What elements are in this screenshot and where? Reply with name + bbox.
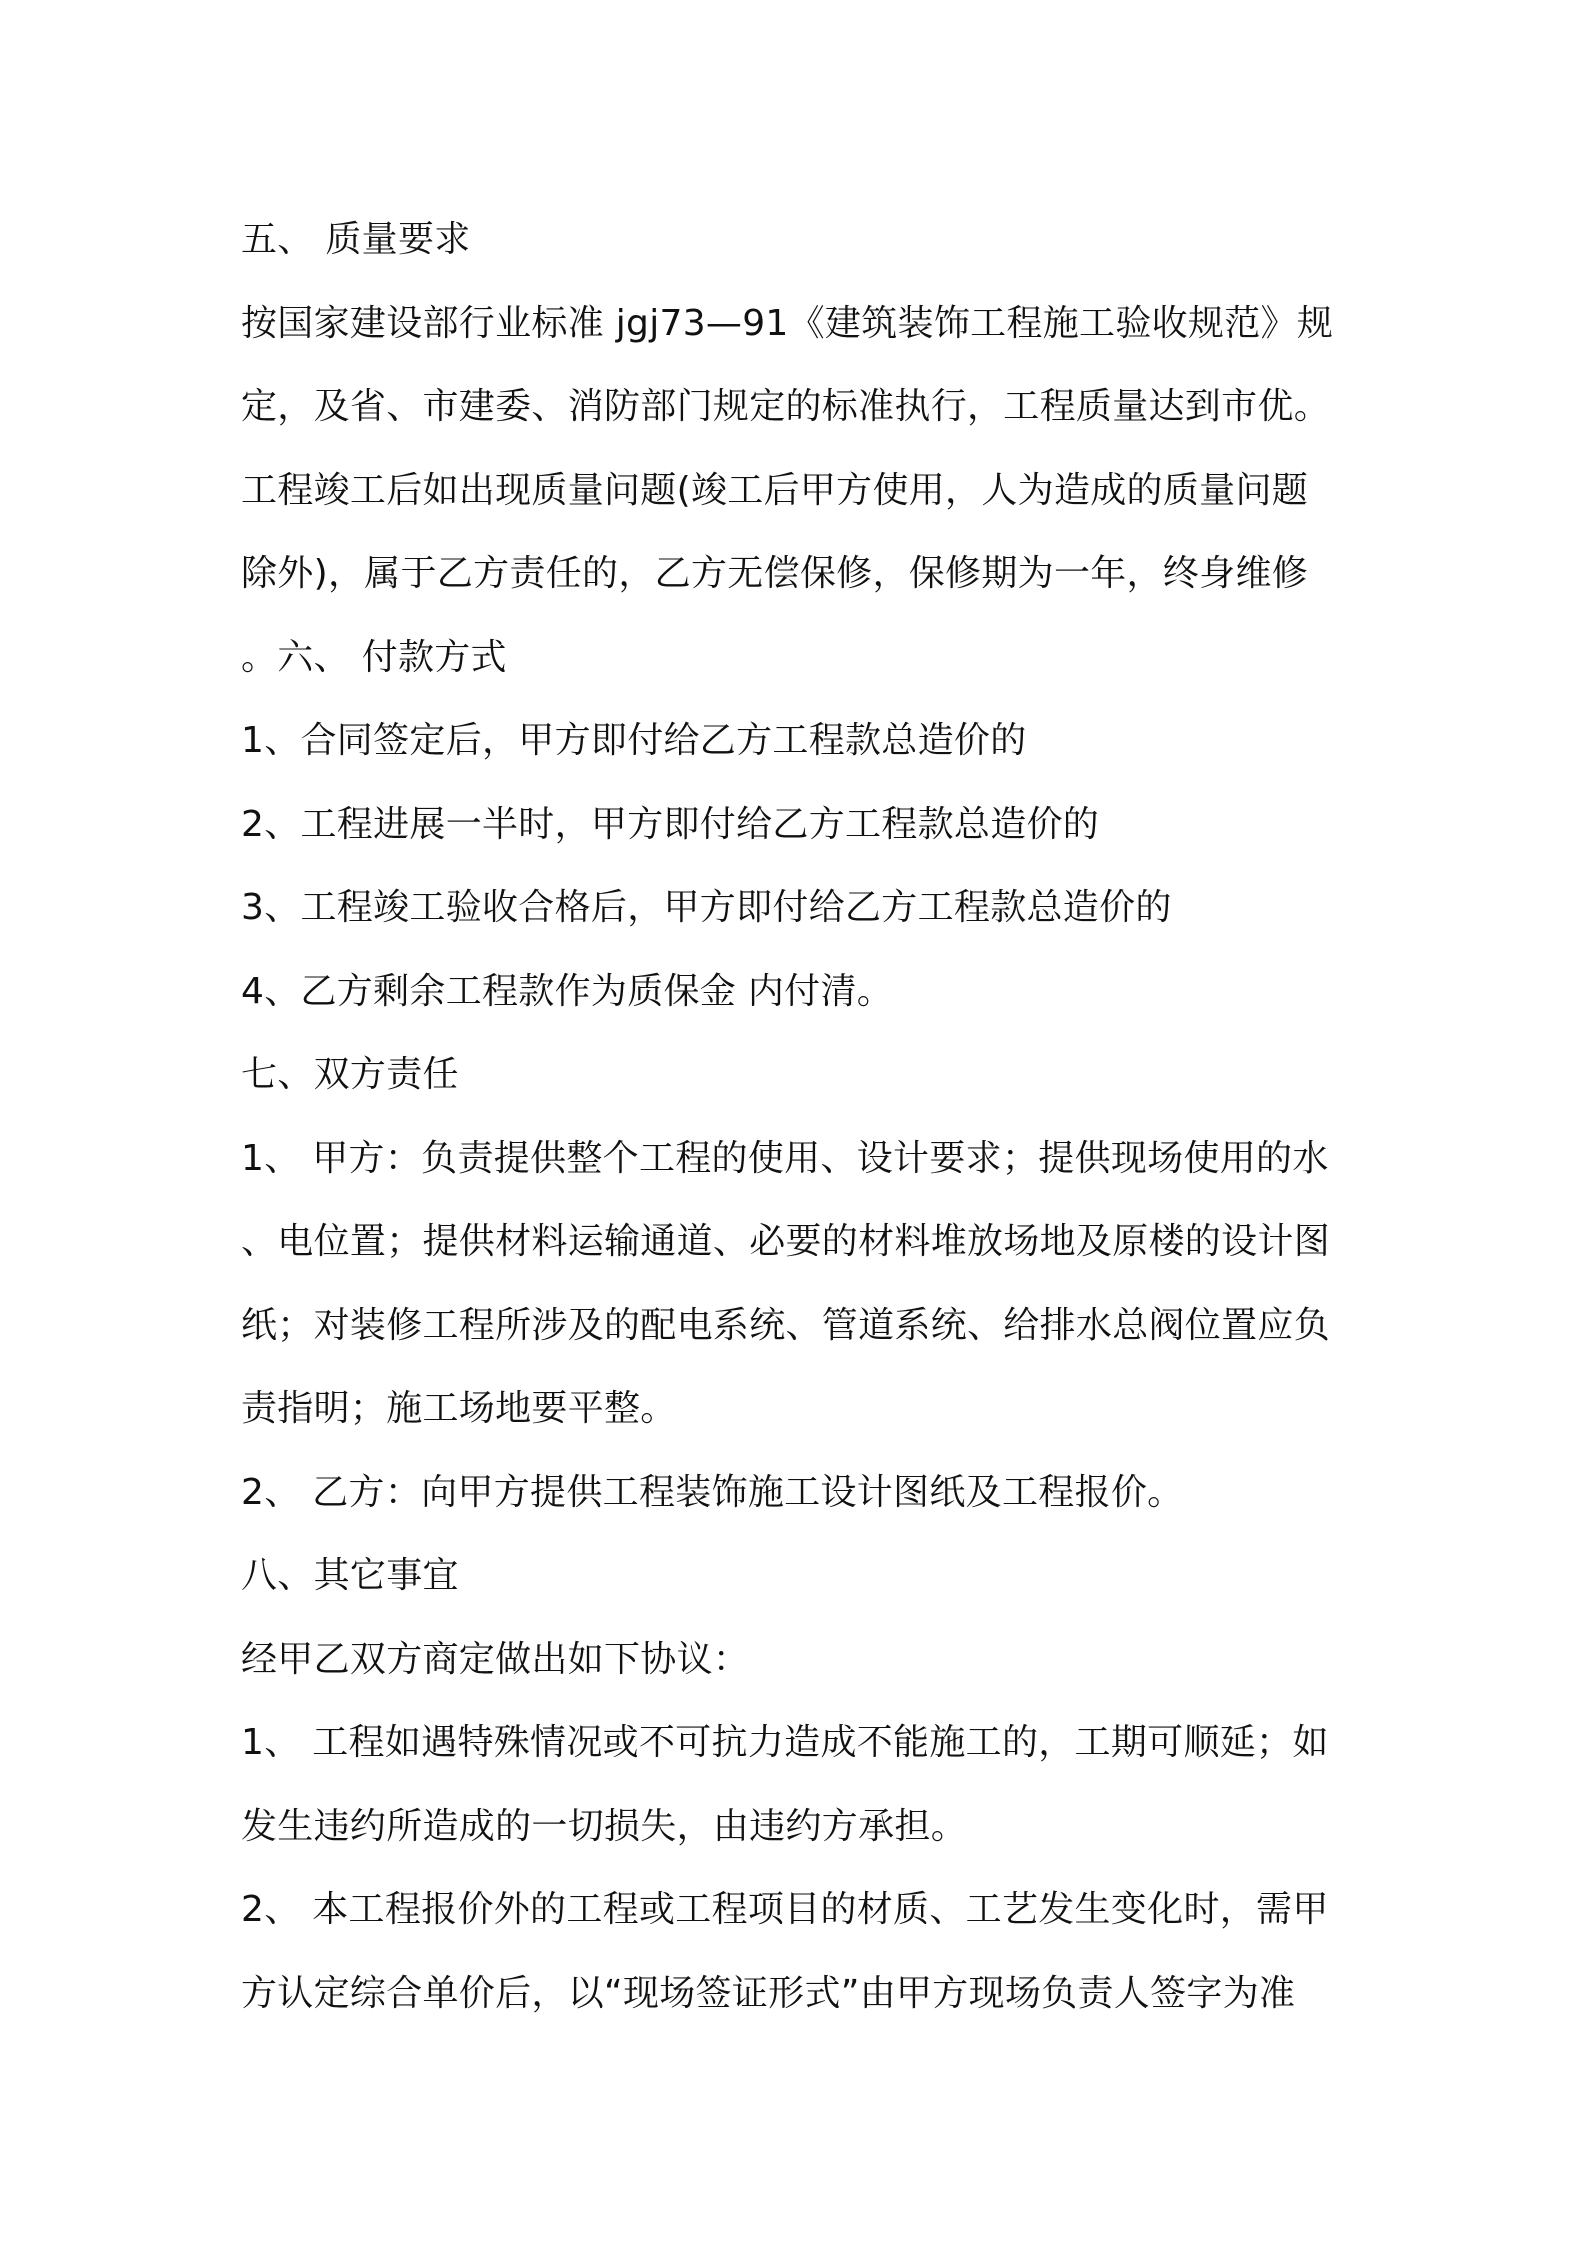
list-item: 1、合同签定后，甲方即付给乙方工程款总造价的 <box>241 720 1027 761</box>
section-heading-payment: 。六、 付款方式 <box>241 636 507 678</box>
text-line: 除外)，属于乙方责任的，乙方无偿保修，保修期为一年，终身维修 <box>241 553 1309 594</box>
text-line: 按国家建设部行业标准 jgj73—91《建筑装饰工程施工验收规范》规 <box>241 302 1334 344</box>
list-item: 3、工程竣工验收合格后，甲方即付给乙方工程款总造价的 <box>241 887 1172 928</box>
list-item: 2、 乙方：向甲方提供工程装饰施工设计图纸及工程报价。 <box>241 1471 1184 1513</box>
text-line: 发生违约所造成的一切损失，由违约方承担。 <box>241 1805 968 1847</box>
section-heading-quality: 五、 质量要求 <box>241 219 471 260</box>
text-line: 方认定综合单价后，以“现场签证形式”由甲方现场负责人签字为准 <box>241 1972 1296 2014</box>
text-line: 工程竣工后如出现质量问题(竣工后甲方使用，人为造成的质量问题 <box>241 469 1309 511</box>
list-item: 4、乙方剩余工程款作为质保金 内付清。 <box>241 970 894 1012</box>
list-item: 1、 工程如遇特殊情况或不可抗力造成不能施工的，工期可顺延；如 <box>241 1722 1329 1763</box>
text-line: 定，及省、市建委、消防部门规定的标准执行，工程质量达到市优。 <box>241 386 1331 427</box>
section-heading-responsibilities: 七、双方责任 <box>241 1054 459 1095</box>
list-item: 1、 甲方：负责提供整个工程的使用、设计要求；提供现场使用的水 <box>241 1137 1329 1179</box>
text-line: 、电位置；提供材料运输通道、必要的材料堆放场地及原楼的设计图 <box>241 1221 1331 1262</box>
section-heading-other: 八、其它事宜 <box>241 1555 459 1596</box>
text-line: 经甲乙双方商定做出如下协议： <box>241 1638 750 1680</box>
list-item: 2、 本工程报价外的工程或工程项目的材质、工艺发生变化时，需甲 <box>241 1889 1329 1930</box>
document-body <box>241 198 1353 2035</box>
text-line: 纸；对装修工程所涉及的配电系统、管道系统、给排水总阀位置应负 <box>241 1304 1331 1346</box>
list-item: 2、工程进展一半时，甲方即付给乙方工程款总造价的 <box>241 803 1100 845</box>
text-line: 责指明；施工场地要平整。 <box>241 1388 677 1429</box>
